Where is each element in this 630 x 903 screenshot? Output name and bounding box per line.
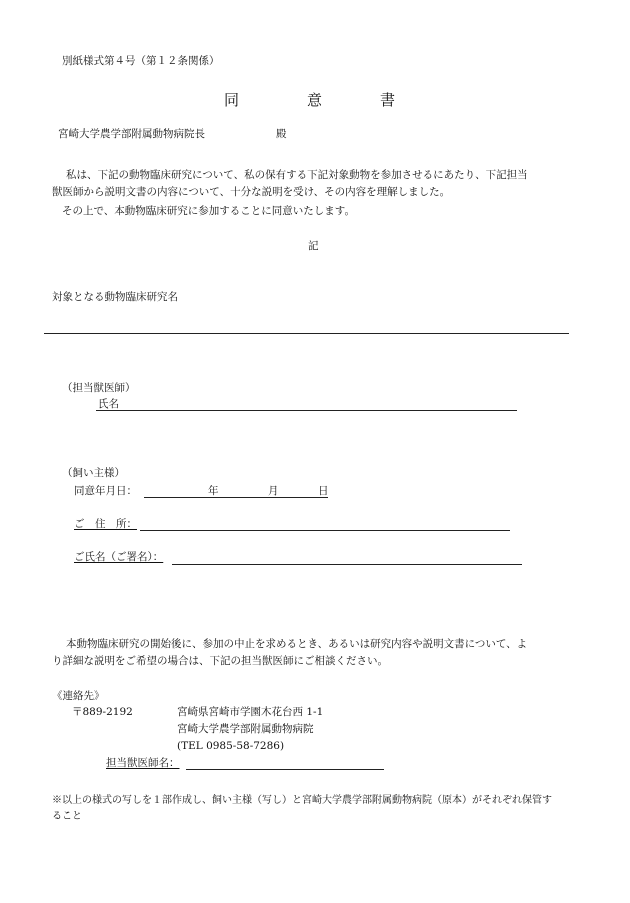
footnote-line2: ること	[52, 811, 82, 822]
title-char-3: 書	[380, 91, 396, 109]
owner-signature-field[interactable]	[172, 564, 522, 565]
date-month-label: 月	[268, 485, 279, 497]
vet-name-field[interactable]	[96, 410, 517, 411]
date-day-label: 日	[318, 485, 329, 497]
contact-postal-code: 〒889-2192	[72, 706, 133, 718]
owner-section-heading: （飼い主様）	[62, 467, 125, 479]
study-name-label: 対象となる動物臨床研究名	[52, 291, 178, 303]
contact-institution: 宮崎大学農学部附属動物病院	[177, 723, 314, 735]
contact-address: 宮崎県宮崎市学園木花台西 1-1	[177, 706, 324, 718]
consent-date-field[interactable]	[144, 497, 328, 498]
ki-marker: 記	[308, 240, 319, 252]
consent-statement-line2: 獣医師から説明文書の内容について、十分な説明を受け、その内容を理解しました。	[52, 186, 451, 198]
consent-agreement-line: その上で、本動物臨床研究に参加することに同意いたします。	[62, 205, 355, 217]
form-number-header: 別紙様式第４号（第１２条関係）	[62, 55, 220, 67]
addressee-honorific: 殿	[276, 128, 287, 140]
study-name-field[interactable]	[44, 333, 569, 334]
contact-vet-name-label: 担当獣医師名：	[106, 757, 180, 769]
contact-phone: (TEL 0985-58-7286)	[177, 740, 285, 752]
vet-section-heading: （担当獣医師）	[62, 382, 136, 394]
owner-signature-label: ご氏名（ご署名）：	[74, 551, 164, 563]
consent-date-label: 同意年月日：	[74, 485, 137, 497]
notice-line1: 本動物臨床研究の開始後に、参加の中止を求めるとき、あるいは研究内容や説明文書について、よ	[66, 638, 528, 650]
notice-line2: り詳細な説明をご希望の場合は、下記の担当獣医師にご相談ください。	[52, 655, 388, 667]
contact-vet-name-field[interactable]	[186, 769, 384, 770]
owner-address-field[interactable]	[140, 530, 510, 531]
title-char-2: 意	[307, 91, 323, 109]
date-year-label: 年	[208, 485, 219, 497]
title-char-1: 同	[224, 91, 240, 109]
vet-name-label: 氏名	[98, 398, 119, 410]
contact-heading: 《連絡先》	[52, 690, 105, 702]
consent-statement-line1: 私は、下記の動物臨床研究について、私の保有する下記対象動物を参加させるにあたり、下記担当	[66, 169, 528, 181]
footnote-line1: ※以上の様式の写しを１部作成し、飼い主様（写し）と宮崎大学農学部附属動物病院（原本）がそれぞれ保管す	[52, 795, 552, 806]
owner-address-label: ご 住 所：	[74, 518, 137, 530]
addressee-name: 宮崎大学農学部附属動物病院長	[58, 128, 205, 140]
